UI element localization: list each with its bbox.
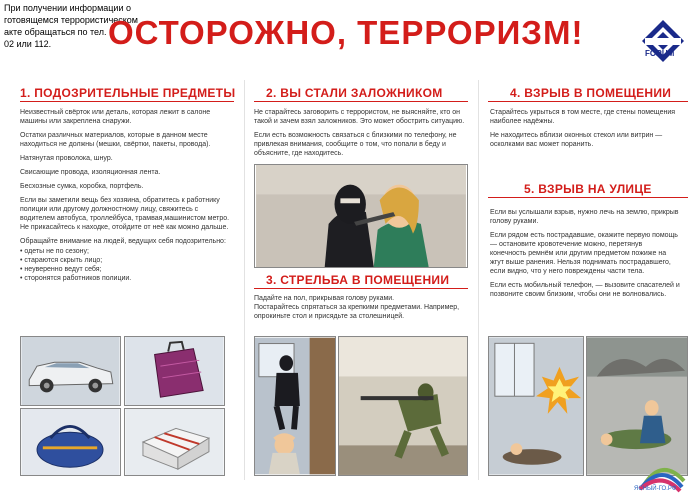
paragraph: Не находитесь вблизи оконных стекол или витрин — осколками вас может поранить. bbox=[490, 132, 663, 148]
bag-icon bbox=[21, 409, 120, 475]
package-icon bbox=[125, 409, 224, 475]
paragraph: Старайтесь укрыться в том месте, где стены помещения наиболее надёжны. bbox=[490, 109, 676, 125]
paragraph: Остатки различных материалов, которые в данном месте находиться не должны (мешки, свёртки, пакеты, провода). bbox=[20, 132, 211, 148]
logo-text: FORUM bbox=[645, 49, 675, 58]
watermark-text: ЯСНЫЙ-ГО.РФ bbox=[634, 486, 677, 492]
paragraph: Свисающие провода, изоляционная лента. bbox=[20, 169, 161, 176]
bag-image bbox=[20, 408, 121, 476]
notice-line: 02 или 112. bbox=[4, 39, 52, 49]
paragraph: Постарайтесь спрятаться за крепкими предметами. Например, опрокиньте стол и присядьте за столешницей. bbox=[254, 304, 460, 320]
section-2-rule bbox=[254, 101, 468, 102]
notice-line: При получении информации о bbox=[4, 3, 131, 13]
paragraph: Если вы заметили вещь без хозяина, обратитесь к работнику полиции или другому должностному лицу, свяжитесь с водителем автобуса, троллейбуса, трамвая,машинистом метро. Не прикасайтесь к находке, отойдите от неё как можно дальше. bbox=[20, 197, 230, 231]
soldier-icon bbox=[339, 337, 467, 475]
section-3-rule bbox=[254, 288, 468, 289]
page-title: ОСТОРОЖНО, ТЕРРОРИЗМ! bbox=[108, 14, 584, 51]
shooting-image-left bbox=[254, 336, 336, 476]
section-5-rule bbox=[488, 197, 688, 198]
section-5-body bbox=[490, 208, 680, 304]
column-divider bbox=[478, 80, 479, 480]
explosion-indoor-image bbox=[488, 336, 584, 476]
section-1-title: 1. ПОДОЗРИТЕЛЬНЫЕ ПРЕДМЕТЫ bbox=[20, 86, 236, 100]
section-1-rule bbox=[20, 101, 234, 102]
paragraph: Неизвестный свёрток или деталь, которая лежит в салоне машины или закреплена снаружи. bbox=[20, 109, 211, 125]
suitcase-image bbox=[124, 336, 225, 406]
paragraph: Если вы услышали взрыв, нужно лечь на землю, прикрыв голову руками. bbox=[490, 209, 679, 225]
explosion-icon bbox=[489, 337, 583, 475]
section-1-body bbox=[20, 108, 232, 283]
suspicious-list bbox=[20, 247, 232, 283]
shooter-icon bbox=[255, 337, 335, 475]
paragraph: Если рядом есть пострадавшие, окажите первую помощь — остановите кровотечение можно, перетянув конечность ремнём или другим предметом пожиже на жгут выше ранения. Нельзя поднимать пострадавшего, если видно, что у него повреждены части тела. bbox=[490, 232, 678, 275]
car-icon bbox=[21, 337, 120, 405]
list-item: • стараются скрыть лицо; bbox=[20, 256, 232, 265]
shooting-image-right bbox=[338, 336, 468, 476]
car-image bbox=[20, 336, 121, 406]
paragraph: Если есть возможность связаться с близкими по телефону, не привлекая внимания, сообщите о том, что попали в беду и объясните, где находитесь. bbox=[254, 132, 457, 157]
list-item: • неуверенно ведут себя; bbox=[20, 265, 232, 274]
section-3-body bbox=[254, 294, 468, 326]
hostage-image bbox=[254, 164, 468, 268]
section-2-title: 2. ВЫ СТАЛИ ЗАЛОЖНИКОМ bbox=[266, 86, 443, 100]
notice-line: акте обращаться по тел. bbox=[4, 27, 107, 37]
package-image bbox=[124, 408, 225, 476]
paragraph: Не старайтесь заговорить с террористом, не выясняйте, кто он такой и зачем взял заложников. Это может обострить ситуацию. bbox=[254, 109, 465, 125]
section-4-rule bbox=[488, 101, 688, 102]
hostage-illustration-icon bbox=[255, 165, 467, 267]
section-4-title: 4. ВЗРЫВ В ПОМЕЩЕНИИ bbox=[510, 86, 672, 100]
section-5-title: 5. ВЗРЫВ НА УЛИЦЕ bbox=[524, 182, 652, 196]
notice-line: готовящемся террористическом bbox=[4, 15, 138, 25]
list-item: • сторонятся работников полиции. bbox=[20, 274, 232, 283]
paragraph: Бесхозные сумка, коробка, портфель. bbox=[20, 183, 144, 190]
list-item: • одеты не по сезону; bbox=[20, 247, 232, 256]
paragraph: Натянутая проволока, шнур. bbox=[20, 155, 113, 162]
suitcase-icon bbox=[125, 337, 224, 405]
paragraph: Обращайте внимание на людей, ведущих себя подозрительно: bbox=[20, 238, 226, 245]
paragraph: Если есть мобильный телефон, — вызовите спасателей и позвоните своим близким, чтобы они не волновались. bbox=[490, 282, 680, 298]
section-2-body bbox=[254, 108, 468, 163]
section-4-body bbox=[490, 108, 680, 154]
column-divider bbox=[244, 80, 245, 480]
section-3-title: 3. СТРЕЛЬБА В ПОМЕЩЕНИИ bbox=[266, 273, 450, 287]
paragraph: Падайте на пол, прикрывая голову руками. bbox=[254, 295, 395, 302]
